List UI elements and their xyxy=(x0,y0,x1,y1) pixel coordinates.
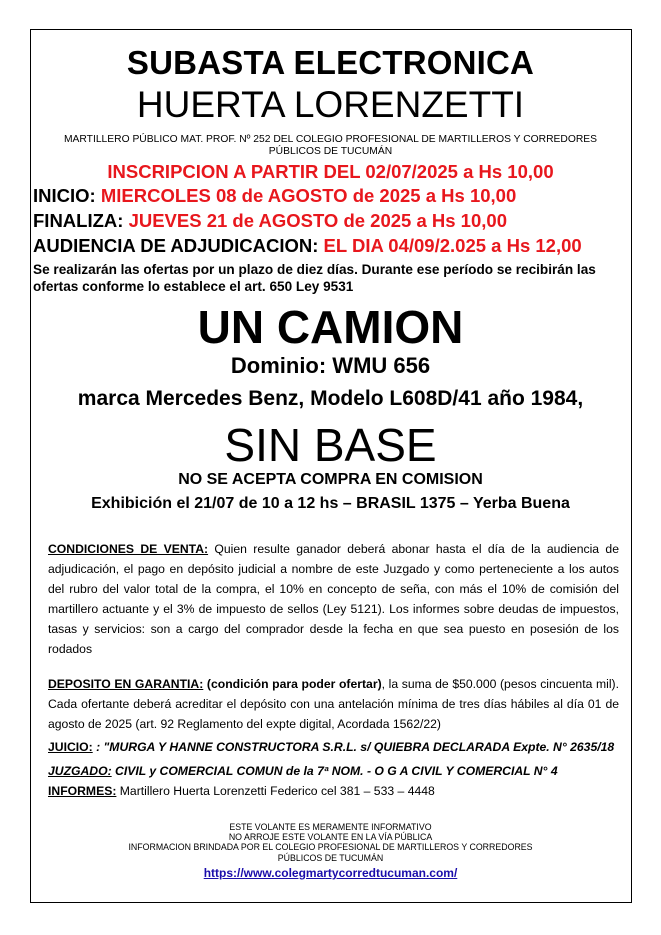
footer-source: INFORMACION BRINDADA POR EL COLEGIO PROFESIONAL DE MARTILLEROS Y CORREDORES PÚBLICOS DE TUCUMÁN xyxy=(128,842,533,863)
guarantee-deposit-label: DEPOSITO EN GARANTIA: xyxy=(48,677,204,691)
end-date-value: JUEVES 21 de AGOSTO de 2025 a Hs 10,00 xyxy=(128,210,507,231)
contact-line xyxy=(48,784,435,798)
item-brand-model: marca Mercedes Benz, Modelo L608D/41 año 1984, xyxy=(77,387,584,410)
sale-conditions-label: CONDICIONES DE VENTA: xyxy=(48,542,209,556)
item-domain: Dominio: WMU 656 xyxy=(230,353,431,378)
footer-informative: ESTE VOLANTE ES MERAMENTE INFORMATIVO xyxy=(229,822,432,832)
court-label: JUZGADO: xyxy=(48,764,112,778)
end-date-line xyxy=(33,210,507,232)
footer-no-litter: NO ARROJE ESTE VOLANTE EN LA VÍA PÚBLICA xyxy=(228,832,433,842)
case-line xyxy=(48,740,614,754)
court-text: CIVIL y COMERCIAL COMUN de la 7ª NOM. - O G A CIVIL Y COMERCIAL N° 4 xyxy=(111,764,558,778)
auctioneer-name: HUERTA LORENZETTI xyxy=(136,84,525,125)
item-title: UN CAMION xyxy=(197,301,464,353)
case-label: JUICIO: xyxy=(48,740,93,754)
page-title: SUBASTA ELECTRONICA xyxy=(126,44,535,81)
hearing-date-value: EL DIA 04/09/2.025 a Hs 12,00 xyxy=(323,235,582,256)
item-base: SIN BASE xyxy=(224,419,437,471)
exhibition-info: Exhibición el 21/07 de 10 a 12 hs – BRASIL 1375 – Yerba Buena xyxy=(91,495,570,512)
registration-date: INSCRIPCION A PARTIR DEL 02/07/2025 a Hs 10,00 xyxy=(107,161,554,182)
website-link[interactable]: https://www.colegmartycorredtucuman.com/ xyxy=(203,866,458,880)
commission-note: NO SE ACEPTA COMPRA EN COMISION xyxy=(178,471,483,488)
auctioneer-registration: MARTILLERO PÚBLICO MAT. PROF. Nº 252 DEL COLEGIO PROFESIONAL DE MARTILLEROS Y CORREDORES PÚBLICOS DE TUCUMÁN xyxy=(63,134,598,157)
hearing-date-line xyxy=(33,235,582,257)
sale-conditions xyxy=(48,539,619,659)
guarantee-deposit-condition: (condición para poder ofertar) xyxy=(203,677,382,691)
start-date-label: INICIO: xyxy=(33,185,101,206)
sale-conditions-text: Quien resulte ganador deberá abonar hasta el día de la audiencia de adjudicación, el pago en depósito judicial a nombre de este Juzgado y como perteneciente a los autos del rubro del valor total de la compra, el 10% en concepto de seña, con más el 10% de comisión del martillero actuante y el 3% de impuesto de sellos (Ley 5121). Los informes sobre deudas de impuestos, tasas y servicios: son a cargo del comprador desde la fecha en que sea puesto en posesión de los rodados xyxy=(48,542,619,656)
end-date-label: FINALIZA: xyxy=(33,210,129,231)
case-text: : "MURGA Y HANNE CONSTRUCTORA S.R.L. s/ QUIEBRA DECLARADA Expte. N° 2635/18 xyxy=(92,740,615,754)
contact-label: INFORMES: xyxy=(48,784,117,798)
contact-text: Martillero Huerta Lorenzetti Federico cel 381 – 533 – 4448 xyxy=(116,784,435,798)
hearing-date-label: AUDIENCIA DE ADJUDICACION: xyxy=(33,235,324,256)
guarantee-deposit xyxy=(48,674,619,734)
offers-period-note: Se realizarán las ofertas por un plazo de diez días. Durante ese período se recibirán las ofertas conforme lo establece el art. 650 Ley 9531 xyxy=(33,262,596,294)
start-date-value: MIERCOLES 08 de AGOSTO de 2025 a Hs 10,00 xyxy=(100,185,517,206)
guarantee-deposit-text: , la suma de $50.000 (pesos cincuenta mil). Cada ofertante deberá acreditar el depósito con una antelación mínima de tres días hábiles al día 01 de agosto de 2025 (art. 92 Reglamento del expte digital, Acordada 1562/22) xyxy=(48,677,619,731)
start-date-line xyxy=(33,185,516,207)
court-line xyxy=(48,764,558,778)
